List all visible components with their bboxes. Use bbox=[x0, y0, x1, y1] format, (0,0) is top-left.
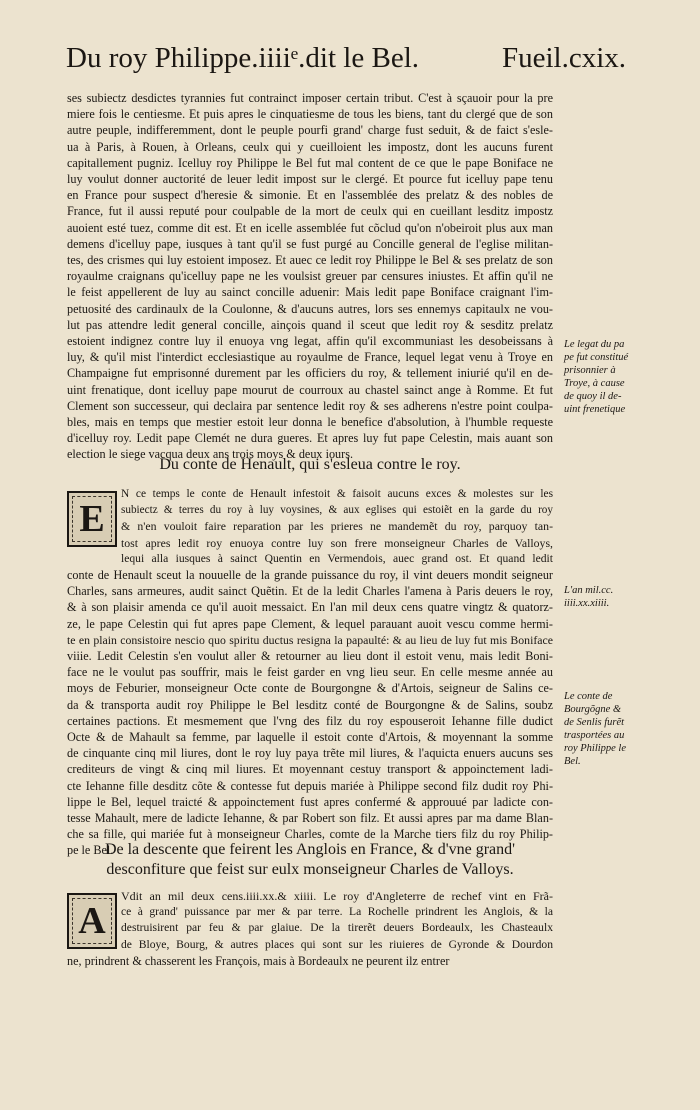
note-line: de quoy il de- bbox=[564, 391, 622, 402]
text-line: viiie. Ledit Celestin s'en voulut aller & retourner au lieu dont il estoit venu, mais ledit Boni- bbox=[67, 649, 553, 664]
note-line: L'an mil.cc. bbox=[564, 585, 614, 596]
text-line: da & transporta audit roy Philippe le Bel lesditz conté de Bourgongne & de Salins, soubz bbox=[67, 697, 553, 712]
dropcap-letter: E bbox=[79, 498, 105, 540]
note-line: prisonnier à bbox=[564, 365, 616, 376]
heading-line-1: De la descente que feirent les Anglois en France, & d'vne grand' bbox=[104, 841, 516, 858]
text-line: & à son plaisir amenda ce qu'il auoit messaict. En l'an mil deux cens quatre vingtz & quatorz- bbox=[67, 600, 553, 615]
text-line: che sa fille, qui mariée fut à monseigneur Charles, comte de la Marche tiers filz du roy Philip- bbox=[67, 827, 553, 842]
text-line: crediteurs de vingt & cinq mil liures. Et moyennant cestuy transport & appoinctement ladi- bbox=[67, 762, 553, 777]
text-line: luy voulut donner auctorité de leuer ledit impost sur le clergé. Et pource fut icelluy pape tenu bbox=[67, 172, 553, 187]
text-line: ne, prindrent & chasserent les François, mais à Bordeaulx ne peurent ilz entrer bbox=[67, 953, 450, 968]
note-line: Le legat du pa bbox=[564, 339, 625, 350]
text-line: bles, mais en temps que mestier estoit leur donna le benefice d'absolution, à l'humble requeste bbox=[67, 415, 553, 430]
text-line: ce à grand' puissance par mer & par terre. La Rochelle prindrent les Anglois, & la bbox=[121, 905, 553, 919]
text-line: tes, des crismes qui luy estoient imposez. Et auec ce ledit roy Philippe le Bel & ses prelatz de son bbox=[67, 253, 553, 268]
text-line: estoient indignez contre luy il enuoya vng legat, affin qu'il excommuniast les desobeissans à bbox=[67, 334, 553, 349]
heading-line-2: desconfiture que feist sur eulx monseigneur Charles de Valloys. bbox=[106, 861, 514, 878]
text-line: en France pour suspect d'heresie & simonie. Et en l'assemblée des prelatz & des nobles de bbox=[67, 188, 553, 203]
note-line: Bel. bbox=[564, 756, 581, 767]
text-line: moys de Feburier, monseigneur Octe conte de Bourgongne & d'Artois, seigneur de Salins ce- bbox=[67, 681, 553, 696]
note-line: uint frenetique bbox=[564, 404, 626, 415]
text-line: subiectz & terres du roy à luy voysines, & aux eglises qui estoiẽt en la garde du roy bbox=[121, 504, 553, 517]
text-line: conte de Henault sceut la nouuelle de la grande puissance du roy, il vint deuers mondit seigneur bbox=[67, 568, 553, 583]
text-line: pe le Bel. bbox=[67, 843, 114, 858]
folio-number: Fueil.cxix. bbox=[501, 42, 626, 74]
text-line: autre peuple, indifferemment, dont le peuple pourfi grand' charge fust seduit, & de faict s'esle- bbox=[67, 123, 553, 138]
section3-text bbox=[67, 888, 553, 969]
note-line: Le conte de bbox=[564, 691, 613, 702]
text-line: ses subiectz desdictes tyrannies fut contrainct imposer certain tribut. C'est à sçauoir pour la pre bbox=[67, 91, 553, 105]
text-line: luy, & qu'il mist l'interdict ecclesiastique au royaulme de France, lequel legat venu à Troye en bbox=[67, 350, 553, 365]
dropcap-letter: A bbox=[78, 900, 106, 942]
note-line: Troye, à cause bbox=[564, 378, 625, 389]
text-line: N ce temps le conte de Henault infestoit & faisoit aucuns exces & molestes sur les bbox=[121, 488, 553, 500]
text-line: uint frenatique, dont icelluy pape mourut de courroux au chastel sainct ange à Romme. Et fut bbox=[67, 382, 553, 397]
running-title: Du roy Philippe.iiiiᵉ.dit le Bel. bbox=[66, 42, 419, 74]
text-line: le feist appellerent de luy au sainct concille aduenir: Mais ledit pape Boniface craignant l'im- bbox=[67, 285, 553, 300]
text-line: tesse Mahault, mere de ladicte Iehanne, & par Robert son filz. Et aussi apres par ma dame Blan- bbox=[67, 811, 553, 826]
note-line: Bourgõgne & bbox=[564, 704, 622, 715]
text-line: certaines pactions. Et mesmement que l'vng des filz du roy espouseroit Iehanne fille dudict bbox=[67, 713, 553, 728]
margin-note-year bbox=[564, 584, 652, 610]
text-line: Vdit an mil deux cens.iiii.xx.& xiiii. Le roy d'Angleterre de rechef vint en Frã- bbox=[121, 889, 553, 903]
text-line: capitallement pugniz. Icelluy roy Philippe le Bel fut mal content de ce que le pape Boniface ne bbox=[67, 155, 553, 170]
text-line: lequi alla iusques à sainct Quentin en Vermendois, auec grand ost. Et quand ledit bbox=[121, 551, 553, 565]
text-line: lippe le Bel, lequel traicté & appoinctement fust apres confermé & approuué par ladicte con- bbox=[67, 794, 553, 809]
text-line: Champaigne fut emprisonné durement par les officiers du roy, & tellement iniurié qu'il en de- bbox=[67, 366, 553, 381]
text-line: de cinquante cinq mil liures, dont le roy luy paya trẽte mil liures, & l'aquicta enuers aucuns ses bbox=[67, 746, 553, 761]
note-line: pe fut constitué bbox=[564, 352, 629, 363]
text-line: face ne le voulut pas souffrir, mais le feist garder en vng lieu seur. En celle mesme année au bbox=[67, 665, 553, 680]
text-line: petuosité des cardinaulx de la Coulonne, & d'aucuns autres, lors ses ennemys capitaulx ne vou- bbox=[67, 301, 553, 316]
text-line: destruisirent par feu & par glaiue. De la tirerẽt deuers Bordeaulx, les Chasteaulx bbox=[121, 921, 553, 935]
page-header bbox=[66, 42, 626, 86]
margin-note-conte bbox=[564, 690, 652, 768]
text-line: Charles, sans armeures, audit sainct Quẽtin. Et de la ledit Charles l'amena à Paris deuers le roy, bbox=[67, 584, 553, 599]
text-line: Clement son successeur, qui declaira par sentence ledit roy & ses adherens n'estre point coulpa- bbox=[67, 398, 553, 413]
text-line: cte Iehanne fille desditz cõte & contesse fut depuis mariée à Philippe second filz dudit roy Phi- bbox=[67, 778, 553, 793]
text-line: & n'en vouloit faire reparation par les prieres ne mandemẽt du roy, parquoy tan- bbox=[121, 519, 553, 534]
text-line: d'icelluy roy. Ledit pape Clemét ne dura gueres. Et apres luy fut pape Celestin, mais auant son bbox=[67, 431, 553, 446]
text-line: royaulme craignans qu'icelluy pape ne les voulsist greuer par censures iniustes. Et affin qu'il ne bbox=[67, 269, 553, 284]
note-line: iiii.xx.xiiii. bbox=[564, 598, 610, 609]
text-line: te en plain consistoire nescio quo spiritu ductus resigna la papaulté: & au lieu de luy fut mis Boniface bbox=[67, 632, 553, 647]
text-line: de Bloye, Bourg, & autres places qui sont sur les riuieres de Gyronde & Dourdon bbox=[121, 937, 553, 951]
text-line: France, fut il aussi reputé pour coulpable de la mort de ceulx qui en cueillant lesditz impostz bbox=[67, 204, 553, 219]
text-line: election le siege vacqua deux ans trois moys & deux iours. bbox=[67, 447, 353, 462]
note-line: roy Philippe le bbox=[564, 743, 627, 754]
text-line: tost apres ledit roy enuoya contre luy son frere monseigneur Charles de Valloys, bbox=[121, 535, 553, 550]
chapter-heading-henault: Du conte de Henault, qui s'esleua contre le roy. bbox=[159, 456, 461, 473]
text-line: lut pas attendre ledit general concille, ainçois quand il sceut que ledit roy & sesditz prelatz bbox=[67, 317, 553, 332]
text-line: Octe & de Mahault sa femme, par laquelle il estoit conte d'Artois, & moyennant la somme bbox=[67, 730, 553, 745]
text-line: miere fois le centiesme. Et puis apres le cinquatiesme de tous les biens, tant du clergé que de son bbox=[67, 107, 553, 122]
note-line: de Senlis furẽt bbox=[564, 717, 625, 728]
text-line: ua à Paris, à Rouen, à Orleans, ceulx qui y cueilloient les impostz, dont les aucuns furent bbox=[67, 139, 553, 154]
text-line: auoient esté tuez, comme dit est. Et en icelle assemblée fut cõclud qu'on n'obeiroit plus aux man bbox=[67, 220, 553, 235]
chapter-heading-anglois bbox=[67, 840, 553, 880]
margin-note-legat bbox=[564, 338, 652, 416]
text-line: demens d'icelluy pape, iusques à tant qu'il se fust purgé au Concille general de l'eglise militan- bbox=[67, 236, 553, 251]
section1-text bbox=[67, 90, 553, 463]
note-line: trasportées au bbox=[564, 730, 625, 741]
section2-text bbox=[67, 486, 553, 859]
text-line: ze, le pape Celestin qui fut apres pape Clement, & lequel parauant auoit vescu comme hermi- bbox=[67, 616, 553, 631]
